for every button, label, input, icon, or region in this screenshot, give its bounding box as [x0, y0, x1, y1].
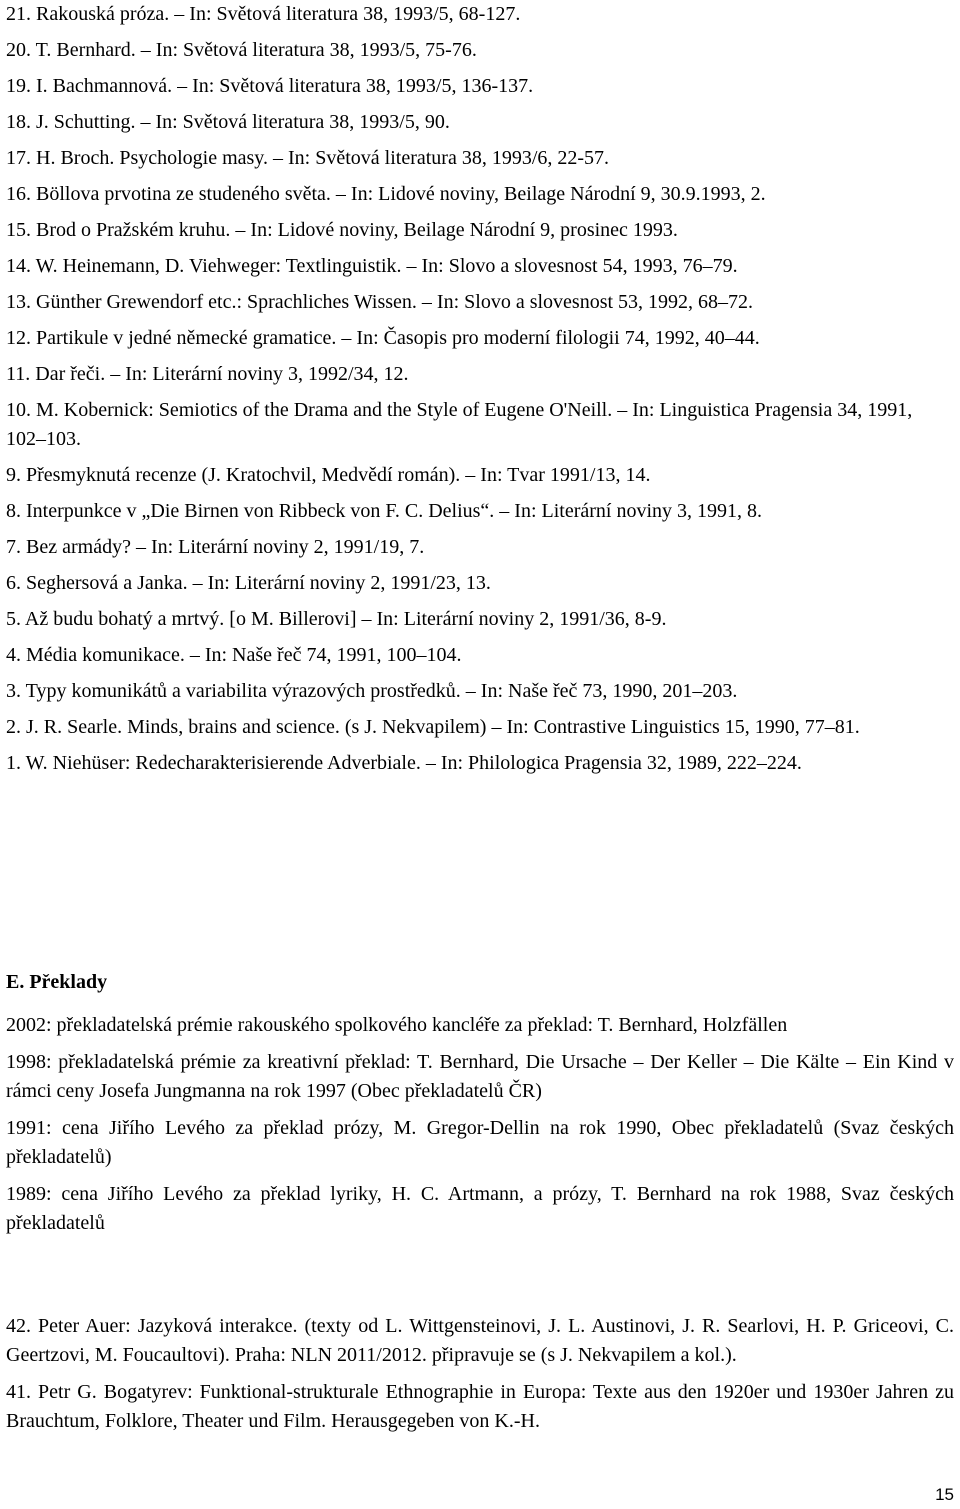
- list-item: 18. J. Schutting. – In: Světová literatura 38, 1993/5, 90.: [6, 111, 450, 133]
- list-item: 3. Typy komunikátů a variabilita výrazových prostředků. – In: Naše řeč 73, 1990, 201–203.: [6, 680, 738, 702]
- list-item: 1. W. Niehüser: Redecharakterisierende Adverbiale. – In: Philologica Pragensia 32, 1989, 222–224.: [6, 752, 802, 774]
- list-item: 7. Bez armády? – In: Literární noviny 2, 1991/19, 7.: [6, 536, 425, 558]
- list-item: 13. Günther Grewendorf etc.: Sprachliches Wissen. – In: Slovo a slovesnost 53, 1992, 68–72.: [6, 291, 754, 313]
- list-item: 14. W. Heinemann, D. Viehweger: Textlinguistik. – In: Slovo a slovesnost 54, 1993, 76–79.: [6, 255, 738, 277]
- bibliography-list: [6, 0, 954, 778]
- document-page: [6, 0, 954, 778]
- list-item: 8. Interpunkce v „Die Birnen von Ribbeck von F. C. Delius“. – In: Literární noviny 3, 1991, 8.: [6, 500, 763, 522]
- awards-list: [6, 1011, 954, 1246]
- list-item: 10. M. Kobernick: Semiotics of the Drama and the Style of Eugene O'Neill. – In: Linguistica Pragensia 34, 1991, 102–103.: [6, 399, 913, 450]
- work-item: 42. Peter Auer: Jazyková interakce. (texty od L. Wittgensteinovi, J. L. Austinovi, J. R. Searlovi, H. P. Griceovi, C. Geertzovi, M. Foucaultovi). Praha: NLN 2011/2012. připravuje se (s J. Nekvapilem a kol.).: [6, 1315, 954, 1366]
- list-item: 2. J. R. Searle. Minds, brains and science. (s J. Nekvapilem) – In: Contrastive Linguistics 15, 1990, 77–81.: [6, 716, 860, 738]
- award-item: 1998: překladatelská prémie za kreativní překlad: T. Bernhard, Die Ursache – Der Keller – Die Kälte – Ein Kind v rámci ceny Josefa Jungmanna na rok 1997 (Obec překladatelů ČR): [6, 1051, 954, 1102]
- list-item: 17. H. Broch. Psychologie masy. – In: Světová literatura 38, 1993/6, 22-57.: [6, 147, 610, 169]
- section-heading: E. Překlady: [6, 971, 108, 993]
- award-item: 1989: cena Jiřího Levého za překlad lyriky, H. C. Artmann, a prózy, T. Bernhard na rok 1988, Svaz českých překladatelů: [6, 1183, 954, 1234]
- list-item: 9. Přesmyknutá recenze (J. Kratochvil, Medvědí román). – In: Tvar 1991/13, 14.: [6, 464, 651, 486]
- work-item: 41. Petr G. Bogatyrev: Funktional-strukturale Ethnographie in Europa: Texte aus den 1920er und 1930er Jahren zu Brauchtum, Folklore, Theater und Film. Herausgegeben von K.-H.: [6, 1381, 954, 1432]
- award-item: 2002: překladatelská prémie rakouského spolkového kancléře za překlad: T. Bernhard, Holzfällen: [6, 1014, 788, 1036]
- works-list: [6, 1312, 954, 1444]
- list-item: 15. Brod o Pražském kruhu. – In: Lidové noviny, Beilage Národní 9, prosinec 1993.: [6, 219, 678, 241]
- list-item: 5. Až budu bohatý a mrtvý. [o M. Billerovi] – In: Literární noviny 2, 1991/36, 8-9.: [6, 608, 667, 630]
- list-item: 12. Partikule v jedné německé gramatice. – In: Časopis pro moderní filologii 74, 1992, 40–44.: [6, 327, 760, 349]
- page-number: 15: [935, 1485, 954, 1504]
- list-item: 4. Média komunikace. – In: Naše řeč 74, 1991, 100–104.: [6, 644, 462, 666]
- list-item: 11. Dar řeči. – In: Literární noviny 3, 1992/34, 12.: [6, 363, 409, 385]
- list-item: 20. T. Bernhard. – In: Světová literatura 38, 1993/5, 75-76.: [6, 39, 477, 61]
- list-item: 6. Seghersová a Janka. – In: Literární noviny 2, 1991/23, 13.: [6, 572, 491, 594]
- list-item: 21. Rakouská próza. – In: Světová literatura 38, 1993/5, 68-127.: [6, 3, 521, 25]
- list-item: 19. I. Bachmannová. – In: Světová literatura 38, 1993/5, 136-137.: [6, 75, 534, 97]
- award-item: 1991: cena Jiřího Levého za překlad prózy, M. Gregor-Dellin na rok 1990, Obec překladatelů (Svaz českých překladatelů): [6, 1117, 954, 1168]
- list-item: 16. Böllova prvotina ze studeného světa. – In: Lidové noviny, Beilage Národní 9, 30.9.1993, 2.: [6, 183, 766, 205]
